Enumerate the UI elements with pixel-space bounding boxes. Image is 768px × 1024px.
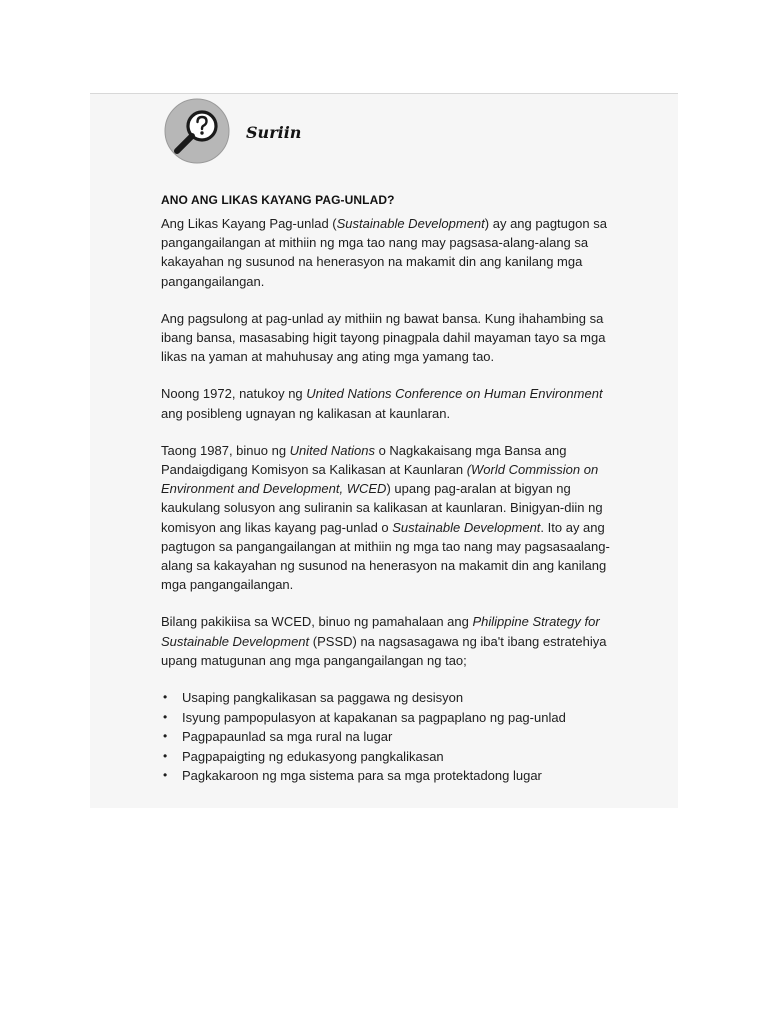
paragraph-1987: Taong 1987, binuo ng United Nations o Nagkakaisang mga Bansa ang Pandaigdigang Komisyon sa Kalikasan at Kaunlaran (World Commission on Environment and Development, WCED) upang pag-aralan at bigyan ng kaukulang solusyon ang suliranin sa kalikasan at kaunlaran. Binigyan-diin ng komisyon ang likas kayang pag-unlad o Sustainable Development. Ito ay ang pagtugon sa pangangailangan at mithiin ng mga tao nang may pagsasaalang-alang sa kakayahan ng susunod na henerasyon na makamit din ang kanilang mga pangangailangan. <box>161 442 610 593</box>
magnifier-question-icon <box>164 98 230 164</box>
content-body <box>161 193 623 786</box>
bullet-icon: • <box>163 709 168 724</box>
paragraph-progress: Ang pagsulong at pag-unlad ay mithiin ng bawat bansa. Kung ihahambing sa ibang bansa, masasabing higit tayong pinagpala dahil mayaman tayo sa mga likas na yaman at mahuhusay ang ating mga yamang tao. <box>161 310 606 365</box>
section-header <box>164 98 301 164</box>
list-item: • Pagpapaigting ng edukasyong pangkalikasan <box>161 747 623 767</box>
bullet-icon: • <box>163 768 168 783</box>
page-heading: ANO ANG LIKAS KAYANG PAG-UNLAD? <box>161 193 395 207</box>
paragraph-1972: Noong 1972, natukoy ng United Nations Conference on Human Environment ang posibleng ugnayan ng kalikasan at kaunlaran. <box>161 386 603 421</box>
bullet-icon: • <box>163 748 168 763</box>
list-item: • Pagkakaroon ng mga sistema para sa mga protektadong lugar <box>161 766 623 786</box>
bullet-icon: • <box>163 729 168 744</box>
list-item: • Isyung pampopulasyon at kapakanan sa pagpaplano ng pag-unlad <box>161 708 623 728</box>
strategy-list <box>161 688 623 786</box>
bullet-icon: • <box>163 690 168 705</box>
list-item: • Usaping pangkalikasan sa paggawa ng desisyon <box>161 688 623 708</box>
list-item: • Pagpapaunlad sa mga rural na lugar <box>161 727 623 747</box>
section-title: Suriin <box>246 122 302 142</box>
paragraph-pssd: Bilang pakikiisa sa WCED, binuo ng pamahalaan ang Philippine Strategy for Sustainable Development (PSSD) na nagsasagawa ng iba't ibang estratehiya upang matugunan ang mga pangangailangan ng tao; <box>161 614 607 668</box>
paragraph-definition: Ang Likas Kayang Pag-unlad (Sustainable Development) ay ang pagtugon sa pangangailangan at mithiin ng mga tao nang may pagsasa-alang-alang sa kakayahan ng susunod na henerasyon na makamit din ang kanilang mga pangangailangan. <box>161 216 607 289</box>
